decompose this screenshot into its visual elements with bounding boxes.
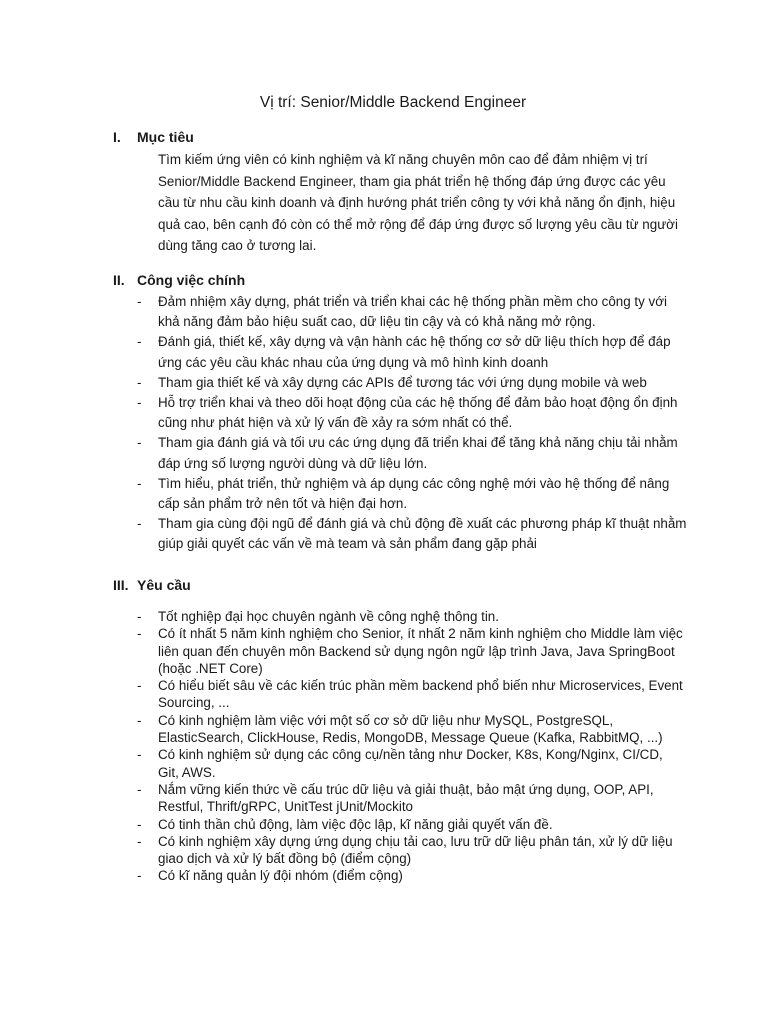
list-item-text: Có tinh thần chủ động, làm việc độc lập, kĩ năng giải quyết vấn đề. [158,816,553,832]
bullet-dash: - [137,816,142,832]
section-number: I. [113,129,121,145]
list-item-text: Tham gia đánh giá và tối ưu các ứng dụng đã triển khai để tăng khả năng chịu tải nhằm đáp ứng số lượng người dùng và dữ liệu lớn. [158,435,678,471]
bullet-dash: - [137,626,142,642]
bullet-dash: - [137,747,142,763]
list-item-text: Tìm hiểu, phát triển, thử nghiệm và áp dụng các công nghệ mới vào hệ thống để nâng cấp sản phẩm trở nên tốt và hiện đại hơn. [158,475,670,512]
list-item [137,746,687,781]
section-number: II. [113,272,125,288]
list-item [137,608,687,625]
requirements-list [137,608,687,885]
list-item-text: Đảm nhiệm xây dựng, phát triển và triển khai các hệ thống phần mềm cho công ty với khả năng đảm bảo hiệu suất cao, dữ liệu tin cậy và có khả năng mở rộng. [158,294,668,330]
bullet-dash: - [137,609,142,624]
bullet-dash: - [137,475,142,491]
list-item [137,514,687,554]
bullet-dash: - [137,868,142,884]
list-item [137,833,687,868]
list-item-text: Tham gia cùng đội ngũ để đánh giá và chủ động đề xuất các phương pháp kĩ thuật nhằm giúp giải quyết các vấn về mà team và sản phẩm đang gặp phải [158,516,687,552]
section-heading-objective [113,129,194,145]
section-title: Yêu cầu [137,577,191,593]
bullet-dash: - [137,516,142,532]
document-title: Vị trí: Senior/Middle Backend Engineer [259,94,527,111]
bullet-dash: - [137,294,142,309]
list-item [137,373,687,393]
bullet-dash: - [137,678,142,694]
list-item [137,816,687,833]
bullet-dash: - [137,781,142,797]
section-heading-main-tasks [113,272,245,288]
list-item [137,332,687,372]
list-item-text: Tham gia thiết kế và xây dựng các APIs để tương tác với ứng dụng mobile và web [158,374,647,390]
main-tasks-list [137,292,687,555]
bullet-dash: - [137,374,142,390]
list-item [137,292,687,332]
list-item-text: Tốt nghiệp đại học chuyên ngành về công nghệ thông tin. [158,609,499,624]
bullet-dash: - [137,395,142,411]
list-item-text: Có kĩ năng quản lý đội nhóm (điểm cộng) [158,868,403,884]
list-item-text: Có kinh nghiệm làm việc với một số cơ sở dữ liệu như MySQL, PostgreSQL, ElasticSearch, ClickHouse, Redis, MongoDB, Message Queue (Kafka, RabbitMQ, ...) [158,712,663,746]
list-item [137,433,687,473]
list-item-text: Có kinh nghiệm xây dựng ứng dụng chịu tải cao, lưu trữ dữ liệu phân tán, xử lý dữ liệu giao dịch và xử lý bất đồng bộ (điểm cộng) [158,833,673,867]
bullet-dash: - [137,833,142,849]
section-title: Công việc chính [137,272,246,288]
list-item-text: Có hiểu biết sâu về các kiến trúc phần mềm backend phổ biến như Microservices, Event Sourcing, ... [158,678,683,711]
bullet-dash: - [137,435,142,451]
objective-paragraph: Tìm kiếm ứng viên có kinh nghiệm và kĩ năng chuyên môn cao để đảm nhiệm vị trí Senior/Middle Backend Engineer, tham gia phát triển hệ thống đáp ứng được các yêu cầu từ nhu cầu kinh doanh và định hướng phát triển công ty với khả năng ổn định, hiệu quả cao, bên cạnh đó còn có thể mở rộng để đáp ứng được số lượng yêu cầu từ người dùng tăng cao ở tương lai. [158,152,678,253]
list-item [137,474,687,514]
section-heading-requirements [113,577,191,593]
list-item-text: Có kinh nghiệm sử dụng các công cụ/nền tảng như Docker, K8s, Kong/Nginx, CI/CD, Git, AWS. [158,747,663,780]
list-item [137,712,687,747]
list-item [137,625,687,677]
bullet-dash: - [137,712,142,728]
list-item [137,781,687,816]
section-number: III. [113,577,129,593]
list-item-text: Nắm vững kiến thức về cấu trúc dữ liệu và giải thuật, bảo mật ứng dụng, OOP, API, Restful, Thrift/gRPC, UnitTest jUnit/Mockito [158,781,654,815]
list-item-text: Hỗ trợ triển khai và theo dõi hoạt động của các hệ thống để đảm bảo hoạt động ổn định cũng như phát hiện và xử lý vấn đề xảy ra sớm nhất có thể. [158,395,678,431]
bullet-dash: - [137,334,142,350]
list-item [137,867,687,884]
list-item-text: Có ít nhất 5 năm kinh nghiệm cho Senior, ít nhất 2 năm kinh nghiệm cho Middle làm việc liên quan đến chuyên môn Backend sử dụng ngôn ngữ lập trình Java, Java SpringBoot (hoặc .NET Core) [158,626,683,676]
list-item [137,677,687,712]
list-item [137,393,687,433]
section-title: Mục tiêu [137,129,194,145]
list-item-text: Đánh giá, thiết kế, xây dựng và vận hành các hệ thống cơ sở dữ liệu thích hợp để đáp ứng các yêu cầu khác nhau của ứng dụng và mô hình kinh doanh [158,334,671,370]
